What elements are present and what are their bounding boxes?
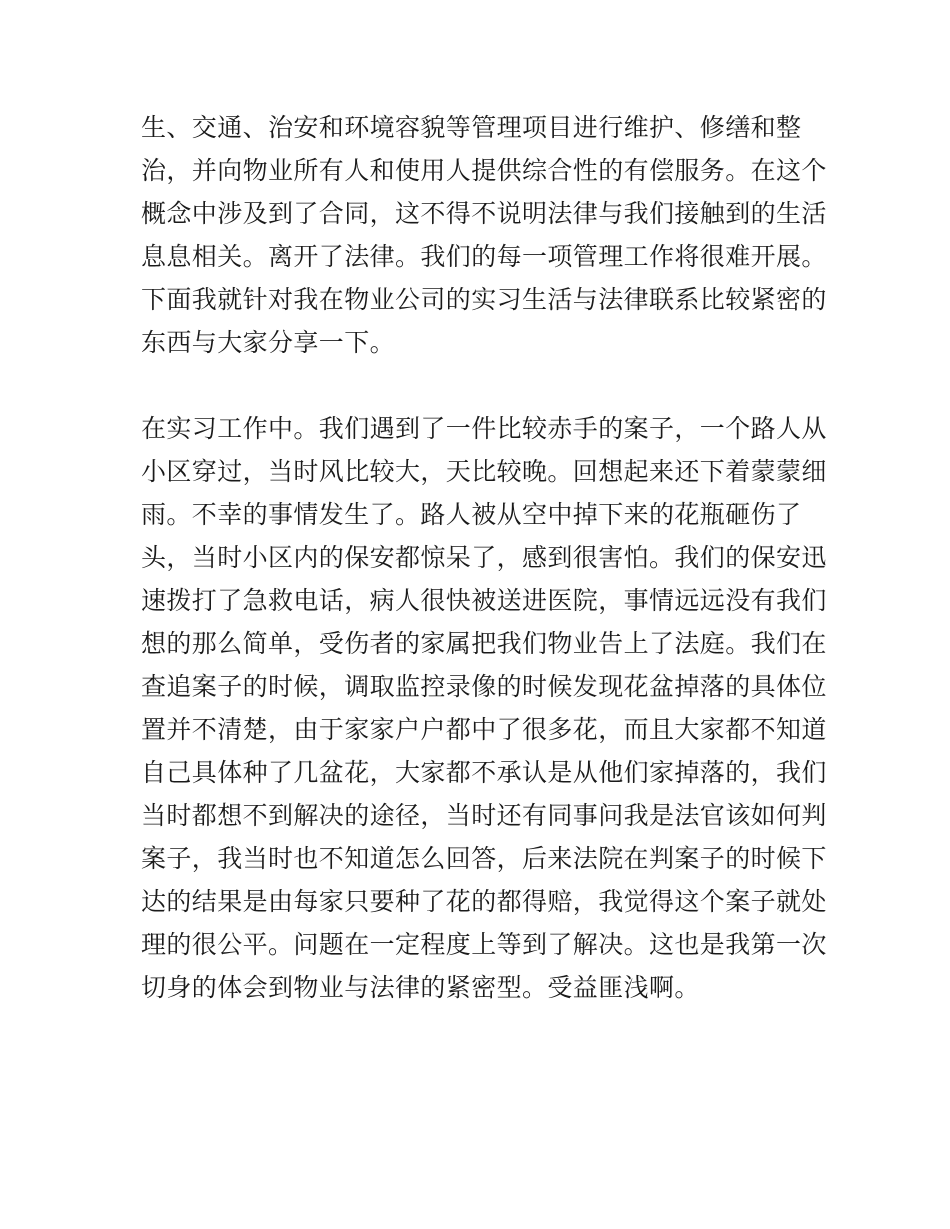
paragraph-2-line: 查追案子的时候，调取监控录像的时候发现花盆掉落的具体位	[141, 672, 827, 701]
paragraph-1-line: 概念中涉及到了合同，这不得不说明法律与我们接触到的生活	[141, 199, 827, 228]
paragraph-2-line: 自己具体种了几盆花，大家都不承认是从他们家掉落的，我们	[141, 758, 827, 787]
paragraph-1-line: 治，并向物业所有人和使用人提供综合性的有偿服务。在这个	[141, 156, 827, 185]
paragraph-2-line: 雨。不幸的事情发生了。路人被从空中掉下来的花瓶砸伤了	[141, 500, 802, 529]
paragraph-2-line: 在实习工作中。我们遇到了一件比较赤手的案子，一个路人从	[141, 414, 827, 443]
paragraph-2-line: 小区穿过，当时风比较大，天比较晚。回想起来还下着蒙蒙细	[141, 457, 827, 486]
paragraph-2-line: 想的那么简单，受伤者的家属把我们物业告上了法庭。我们在	[141, 629, 827, 658]
paragraph-1-line: 息息相关。离开了法律。我们的每一项管理工作将很难开展。	[141, 242, 827, 271]
paragraph-2-line: 置并不清楚，由于家家户户都中了很多花，而且大家都不知道	[141, 715, 827, 744]
paragraph-2-line: 速拨打了急救电话，病人很快被送进医院，事情远远没有我们	[141, 586, 827, 615]
paragraph-2-line: 案子，我当时也不知道怎么回答，后来法院在判案子的时候下	[141, 844, 827, 873]
paragraph-2-line: 切身的体会到物业与法律的紧密型。受益匪浅啊。	[141, 973, 700, 1002]
paragraph-2-line: 达的结果是由每家只要种了花的都得赔，我觉得这个案子就处	[141, 887, 827, 916]
paragraph-2-line: 当时都想不到解决的途径，当时还有同事问我是法官该如何判	[141, 801, 827, 830]
paragraph-2-line: 理的很公平。问题在一定程度上等到了解决。这也是我第一次	[141, 930, 827, 959]
paragraph-2-line: 头，当时小区内的保安都惊呆了，感到很害怕。我们的保安迅	[141, 543, 827, 572]
paragraph-1-line: 下面我就针对我在物业公司的实习生活与法律联系比较紧密的	[141, 285, 827, 314]
paragraph-1-line: 东西与大家分享一下。	[141, 328, 396, 357]
paragraph-2	[141, 407, 827, 1009]
paragraph-1	[141, 106, 827, 364]
paragraph-1-line: 生、交通、治安和环境容貌等管理项目进行维护、修缮和整	[141, 113, 802, 142]
